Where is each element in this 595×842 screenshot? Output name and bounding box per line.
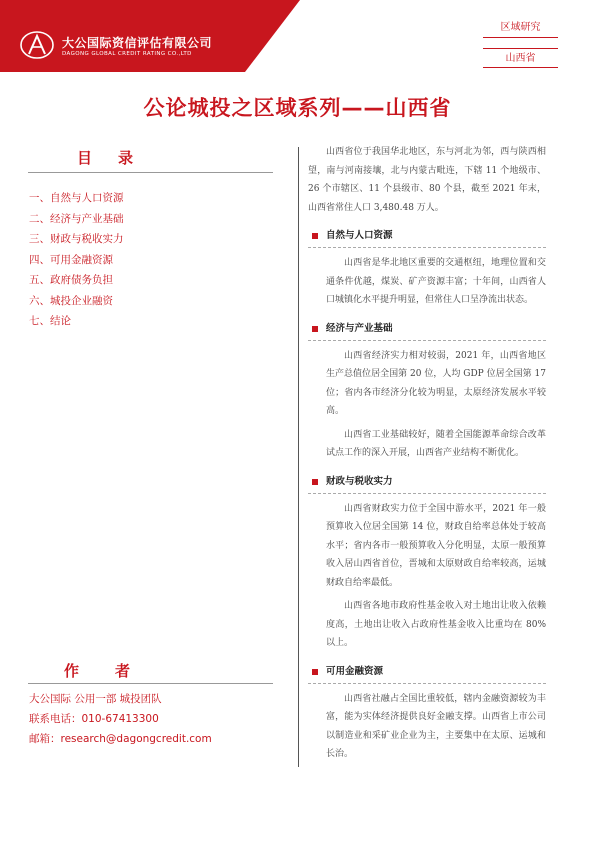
section-paragraph: 山西省财政实力位于全国中游水平，2021 年一般预算收入位居全国第 14 位，财政自给率总体处于较高水平；省内各市一般预算收入分化明显，太原一般预算收入居山西省首位，晋城和太原财政自给率较高，运城财政自给率最低。 bbox=[326, 503, 546, 588]
toc-item[interactable]: 七、结论 bbox=[29, 315, 71, 327]
region-tag: 山西省 bbox=[483, 48, 558, 68]
section-body bbox=[308, 690, 546, 764]
toc-item[interactable]: 三、财政与税收实力 bbox=[29, 233, 124, 245]
section-heading bbox=[308, 317, 546, 341]
bullet-square-icon bbox=[312, 669, 318, 675]
author-team: 大公国际 公用一部 城投团队 bbox=[29, 693, 162, 705]
section-body bbox=[308, 347, 546, 463]
section-heading bbox=[308, 224, 546, 248]
toc-heading: 目录 bbox=[77, 149, 160, 167]
section-body bbox=[308, 254, 546, 310]
bullet-square-icon bbox=[312, 479, 318, 485]
company-name-en: DAGONG GLOBAL CREDIT RATING CO.,LTD bbox=[62, 51, 192, 57]
section-body bbox=[308, 500, 546, 653]
author-email[interactable]: 邮箱：research@dagongcredit.com bbox=[29, 733, 212, 745]
section-heading bbox=[308, 660, 546, 684]
company-name-cn: 大公国际资信评估有限公司 bbox=[62, 36, 213, 50]
section-heading bbox=[308, 470, 546, 494]
toc-item[interactable]: 一、自然与人口资源 bbox=[29, 192, 124, 204]
section-title: 经济与产业基础 bbox=[326, 322, 393, 334]
section-title: 可用金融资源 bbox=[326, 665, 384, 677]
page-title: 公论城投之区域系列——山西省 bbox=[143, 96, 452, 120]
section-paragraph: 山西省是华北地区重要的交通枢纽，地理位置和交通条件优越，煤炭、矿产资源丰富；十年间，山西省人口城镇化水平提升明显，但常住人口呈净流出状态。 bbox=[326, 258, 546, 305]
author-phone: 联系电话：010-67413300 bbox=[29, 713, 159, 725]
bullet-square-icon bbox=[312, 326, 318, 332]
section-paragraph: 山西省工业基础较好，随着全国能源革命综合改革试点工作的深入开展，山西省产业结构不断优化。 bbox=[326, 429, 546, 458]
toc-item[interactable]: 四、可用金融资源 bbox=[29, 253, 113, 266]
author-block bbox=[29, 689, 212, 749]
section-paragraph: 山西省经济实力相对较弱，2021 年，山西省地区生产总值位居全国第 20 位，人均 GDP 位居全国第 17 位；省内各市经济分化较为明显，太原经济发展水平较高。 bbox=[326, 350, 546, 416]
summary-column bbox=[308, 143, 546, 764]
report-type-tag: 区域研究 bbox=[483, 18, 558, 38]
toc-item[interactable]: 二、经济与产业基础 bbox=[29, 212, 124, 225]
intro-paragraph: 山西省位于我国华北地区，东与河北为邻，西与陕西相望，南与河南接壤，北与内蒙古毗连，下辖 11 个地级市、26 个市辖区、11 个县级市、80 个县，截至 2021 年末，山西省常住人口 3,480.48 万人。 bbox=[308, 147, 546, 213]
table-of-contents bbox=[29, 188, 124, 332]
author-divider bbox=[28, 683, 273, 684]
column-divider bbox=[298, 147, 299, 767]
toc-item[interactable]: 六、城投企业融资 bbox=[29, 294, 113, 307]
section-paragraph: 山西省各地市政府性基金收入对土地出让收入依赖度高，土地出让收入占政府性基金收入比重均在 80%以上。 bbox=[326, 601, 546, 648]
section-paragraph: 山西省社融占全国比重较低，辖内金融资源较为丰富，能为实体经济提供良好金融支撑。山西省上市公司以制造业和采矿业企业为主，主要集中在太原、运城和长治。 bbox=[326, 693, 546, 759]
bullet-square-icon bbox=[312, 233, 318, 239]
toc-divider bbox=[28, 172, 273, 173]
author-heading: 作者 bbox=[64, 662, 167, 680]
section-title: 自然与人口资源 bbox=[326, 230, 393, 241]
section-title: 财政与税收实力 bbox=[326, 475, 393, 487]
toc-item[interactable]: 五、政府债务负担 bbox=[29, 274, 113, 286]
dagong-logo-icon bbox=[20, 30, 54, 60]
